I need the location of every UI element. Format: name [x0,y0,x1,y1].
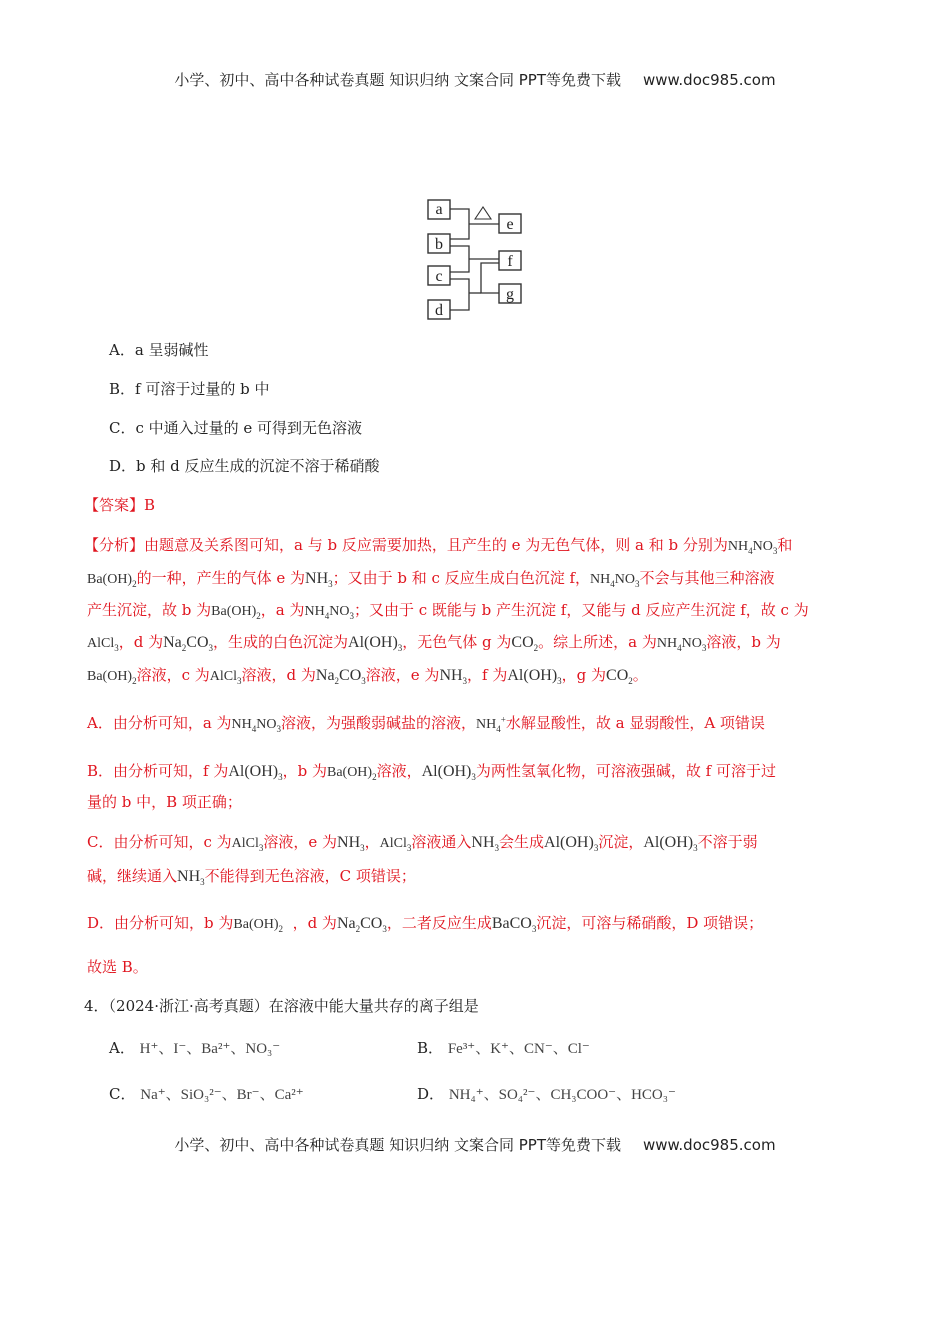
formula-alcl3: AlCl$_3$ [231,836,264,853]
analysis-line-1: 【分析】由题意及关系图可知，a 与 b 反应需要加热，且产生的 e 为无色气体，则 a 和 b 分别为$NH_4NO_3$和 [84,536,793,556]
footer-url[interactable]: www.doc985.com [642,1136,776,1154]
formula-baoh2: $Ba(OH)_2$ [87,572,137,589]
formula-alcl3: AlCl$_3$ [87,636,119,653]
formula-baoh2: $Ba(OH)_2$ [211,604,261,621]
formula-aloh3: $Al(OH)_3$ [228,763,283,783]
answer-label: 【答案】 [84,496,145,514]
explain-b-line-1: B．由分析可知，f 为$Al(OH)_3$，b 为$Ba(OH)_2$溶液，$Al(OH)_3$为两性氢氧化物，可溶液强碱，故 f 可溶于过 [87,762,776,783]
svg-text:b: b [435,236,443,253]
formula-aloh3: $Al(OH)_3$ [507,667,562,687]
formula-nh4no3: $NH_4NO_3$ [727,539,778,556]
q3-option-d: D．b 和 d 反应生成的沉淀不溶于稀硝酸 [109,457,380,475]
q4-option-d: D． NH₄⁺、SO₄²⁻、CH₃COO⁻、HCO₃⁻ [417,1085,676,1103]
formula-nh3: $NH_3$ [471,834,500,854]
formula-alcl3: AlCl$_3$ [379,836,412,853]
svg-text:a: a [435,201,443,218]
formula-baoh2: $Ba(OH)_2$ [87,669,137,686]
answer-value: B [144,496,156,514]
formula-nh3: $NH_3$ [337,834,365,854]
diagram-svg [410,190,550,330]
explain-c-line-1: C．由分析可知，c 为AlCl$_3$溶液，e 为$NH_3$，AlCl$_3$溶液通入$NH_3$会生成$Al(OH)_3$沉淀，$Al(OH)_3$不溶于弱 [87,833,758,854]
formula-baco3: BaCO$_3$ [491,915,537,935]
formula-nh4no3: $NH_4NO_3$ [590,572,640,589]
formula-nh4no3: $NH_4NO_3$ [656,636,707,653]
formula-aloh3: $Al(OH)_3$ [544,834,599,854]
formula-nh3: $NH_3$ [439,667,468,687]
formula-nh3: $NH_3$ [305,570,333,590]
q3-option-b: B．f 可溶于过量的 b 中 [109,380,270,398]
footer-text: 小学、初中、高中各种试卷真题 知识归纳 文案合同 PPT等免费下载 [174,1136,621,1154]
analysis-line-2: $Ba(OH)_2$的一种，产生的气体 e 为$NH_3$；又由于 b 和 c 反应生成白色沉淀 f，$NH_4NO_3$不会与其他三种溶液 [87,569,775,590]
svg-text:c: c [435,268,443,285]
formula-nh4no3: $NH_4NO_3$ [304,604,354,621]
analysis-line-3: 产生沉淀，故 b 为$Ba(OH)_2$，a 为$NH_4NO_3$；又由于 c 既能与 b 产生沉淀 f，又能与 d 反应产生沉淀 f，故 c 为 [87,601,809,621]
relationship-diagram [410,190,550,330]
header-url[interactable]: www.doc985.com [642,71,776,89]
analysis-label: 【分析】 [84,536,145,554]
svg-text:g: g [506,286,514,303]
q3-option-c: C．c 中通入过量的 e 可得到无色溶液 [109,419,363,437]
header-text: 小学、初中、高中各种试卷真题 知识归纳 文案合同 PPT等免费下载 [174,71,621,89]
svg-text:d: d [435,302,443,319]
explain-d: D．由分析可知，b 为$Ba(OH)_2$ ，d 为$Na_2CO_3$，二者反应生成BaCO$_3$沉淀，可溶与稀硝酸，D 项错误； [87,914,764,935]
formula-aloh3: $Al(OH)_3$ [348,634,403,654]
conclusion: 故选 B。 [87,958,148,976]
q4-option-b: B． Fe³⁺、K⁺、CN⁻、Cl⁻ [417,1039,590,1057]
formula-alcl3: AlCl$_3$ [209,669,242,686]
formula-aloh3: $Al(OH)_3$ [421,763,476,783]
q3-option-a: A．a 呈弱碱性 [109,341,209,359]
page-header [0,69,950,90]
svg-text:f: f [507,253,513,270]
analysis-line-4: AlCl$_3$，d 为$Na_2CO_3$，生成的白色沉淀为$Al(OH)_3$，无色气体 g 为$CO_2$。综上所述，a 为$NH_4NO_3$溶液，b 为 [87,633,781,654]
formula-na2co3: $Na_2CO_3$ [163,634,213,654]
svg-text:e: e [506,216,514,233]
formula-nh4no3: $NH_4NO_3$ [231,717,282,734]
q4-option-c: C． Na⁺、SiO₃²⁻、Br⁻、Ca²⁺ [109,1085,304,1103]
q4-stem: 4．（2024·浙江·高考真题）在溶液中能大量共存的离子组是 [84,997,479,1015]
formula-co2: $CO_2$ [511,634,539,654]
page-footer [0,1134,950,1155]
answer-line [84,495,155,515]
formula-aloh3: $Al(OH)_3$ [643,834,698,854]
q4-option-a: A． H⁺、I⁻、Ba²⁺、NO₃⁻ [109,1039,281,1057]
formula-na2co3: $Na_2CO_3$ [336,915,387,935]
formula-baoh2: $Ba(OH)_2$ [233,917,284,934]
formula-nh4-ion: $NH_4^+$ [476,714,506,734]
formula-nh3: $NH_3$ [177,868,205,888]
explain-c-line-2: 碱，继续通入$NH_3$不能得到无色溶液，C 项错误； [87,867,416,888]
formula-co2: $CO_2$ [606,667,633,687]
explain-b-line-2: 量的 b 中，B 项正确； [87,793,242,811]
explain-a: A．由分析可知，a 为$NH_4NO_3$溶液，为强酸弱碱盐的溶液，$NH_4^+$水解显酸性，故 a 显弱酸性，A 项错误 [87,714,765,734]
analysis-line-5: $Ba(OH)_2$溶液，c 为AlCl$_3$溶液，d 为$Na_2CO_3$溶液，e 为$NH_3$，f 为$Al(OH)_3$，g 为$CO_2$。 [87,666,648,687]
formula-na2co3: $Na_2CO_3$ [315,667,366,687]
formula-baoh2: $Ba(OH)_2$ [326,765,377,782]
